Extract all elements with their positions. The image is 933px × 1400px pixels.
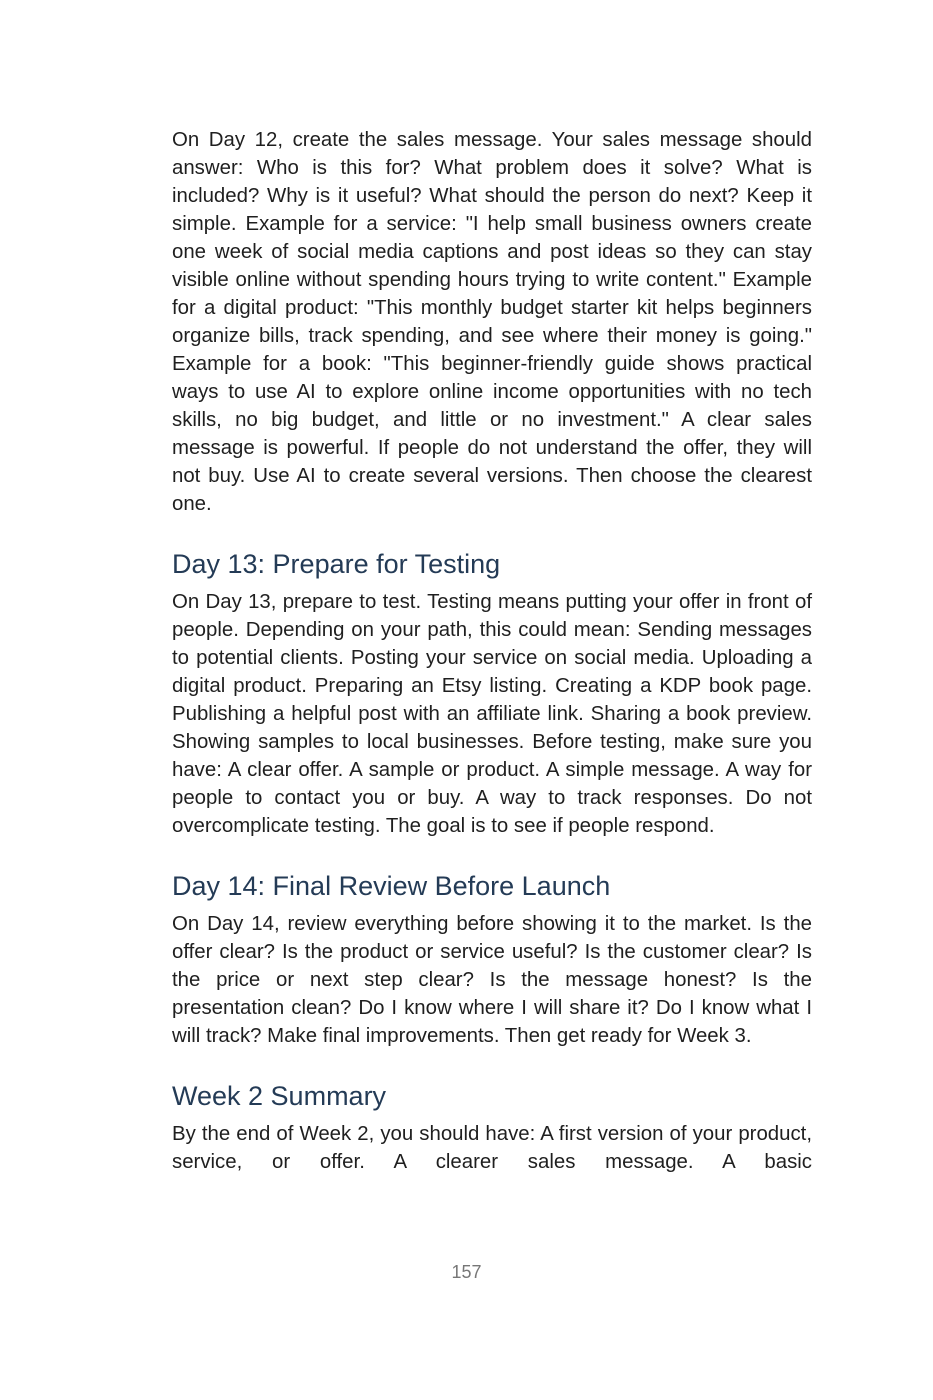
week-2-summary-paragraph: By the end of Week 2, you should have: A first version of your product, service, or offer. A clearer sales message. A basic [172,1123,812,1173]
day-13-paragraph: On Day 13, prepare to test. Testing means putting your offer in front of people. Depending on your path, this could mean: Sending messages to potential clients. Posting your service on social media. Uploading a digital product. Preparing an Etsy listing. Creating a KDP book page. Publishing a helpful post with an affiliate link. Sharing a book preview. Showing samples to local businesses. Before testing, make sure you have: A clear offer. A sample or product. A simple message. A way for people to contact you or buy. A way to track responses. Do not overcomplicate testing. The goal is to see if people respond. [172,591,812,837]
page-body [172,126,812,1176]
page-number: 157 [451,1262,482,1282]
week-2-summary-heading: Week 2 Summary [172,1081,387,1111]
day-12-paragraph: On Day 12, create the sales message. Your sales message should answer: Who is this for? What problem does it solve? What is included? Why is it useful? What should the person do next? Keep it simple. Example for a service: "I help small business owners create one week of social media captions and post ideas so they can stay visible online without spending hours trying to write content." Example for a digital product: "This monthly budget starter kit helps beginners organize bills, track spending, and see where their money is going." Example for a book: "This beginner-friendly guide shows practical ways to use AI to explore online income opportunities with no tech skills, no big budget, and little or no investment." A clear sales message is powerful. If people do not understand the offer, they will not buy. Use AI to create several versions. Then choose the clearest one. [172,129,812,515]
day-14-heading: Day 14: Final Review Before Launch [172,871,611,901]
day-14-paragraph: On Day 14, review everything before showing it to the market. Is the offer clear? Is the product or service useful? Is the customer clear? Is the price or next step clear? Is the message honest? Is the presentation clean? Do I know where I will share it? Do I know what I will track? Make final improvements. Then get ready for Week 3. [172,913,812,1047]
day-13-heading: Day 13: Prepare for Testing [172,549,501,579]
